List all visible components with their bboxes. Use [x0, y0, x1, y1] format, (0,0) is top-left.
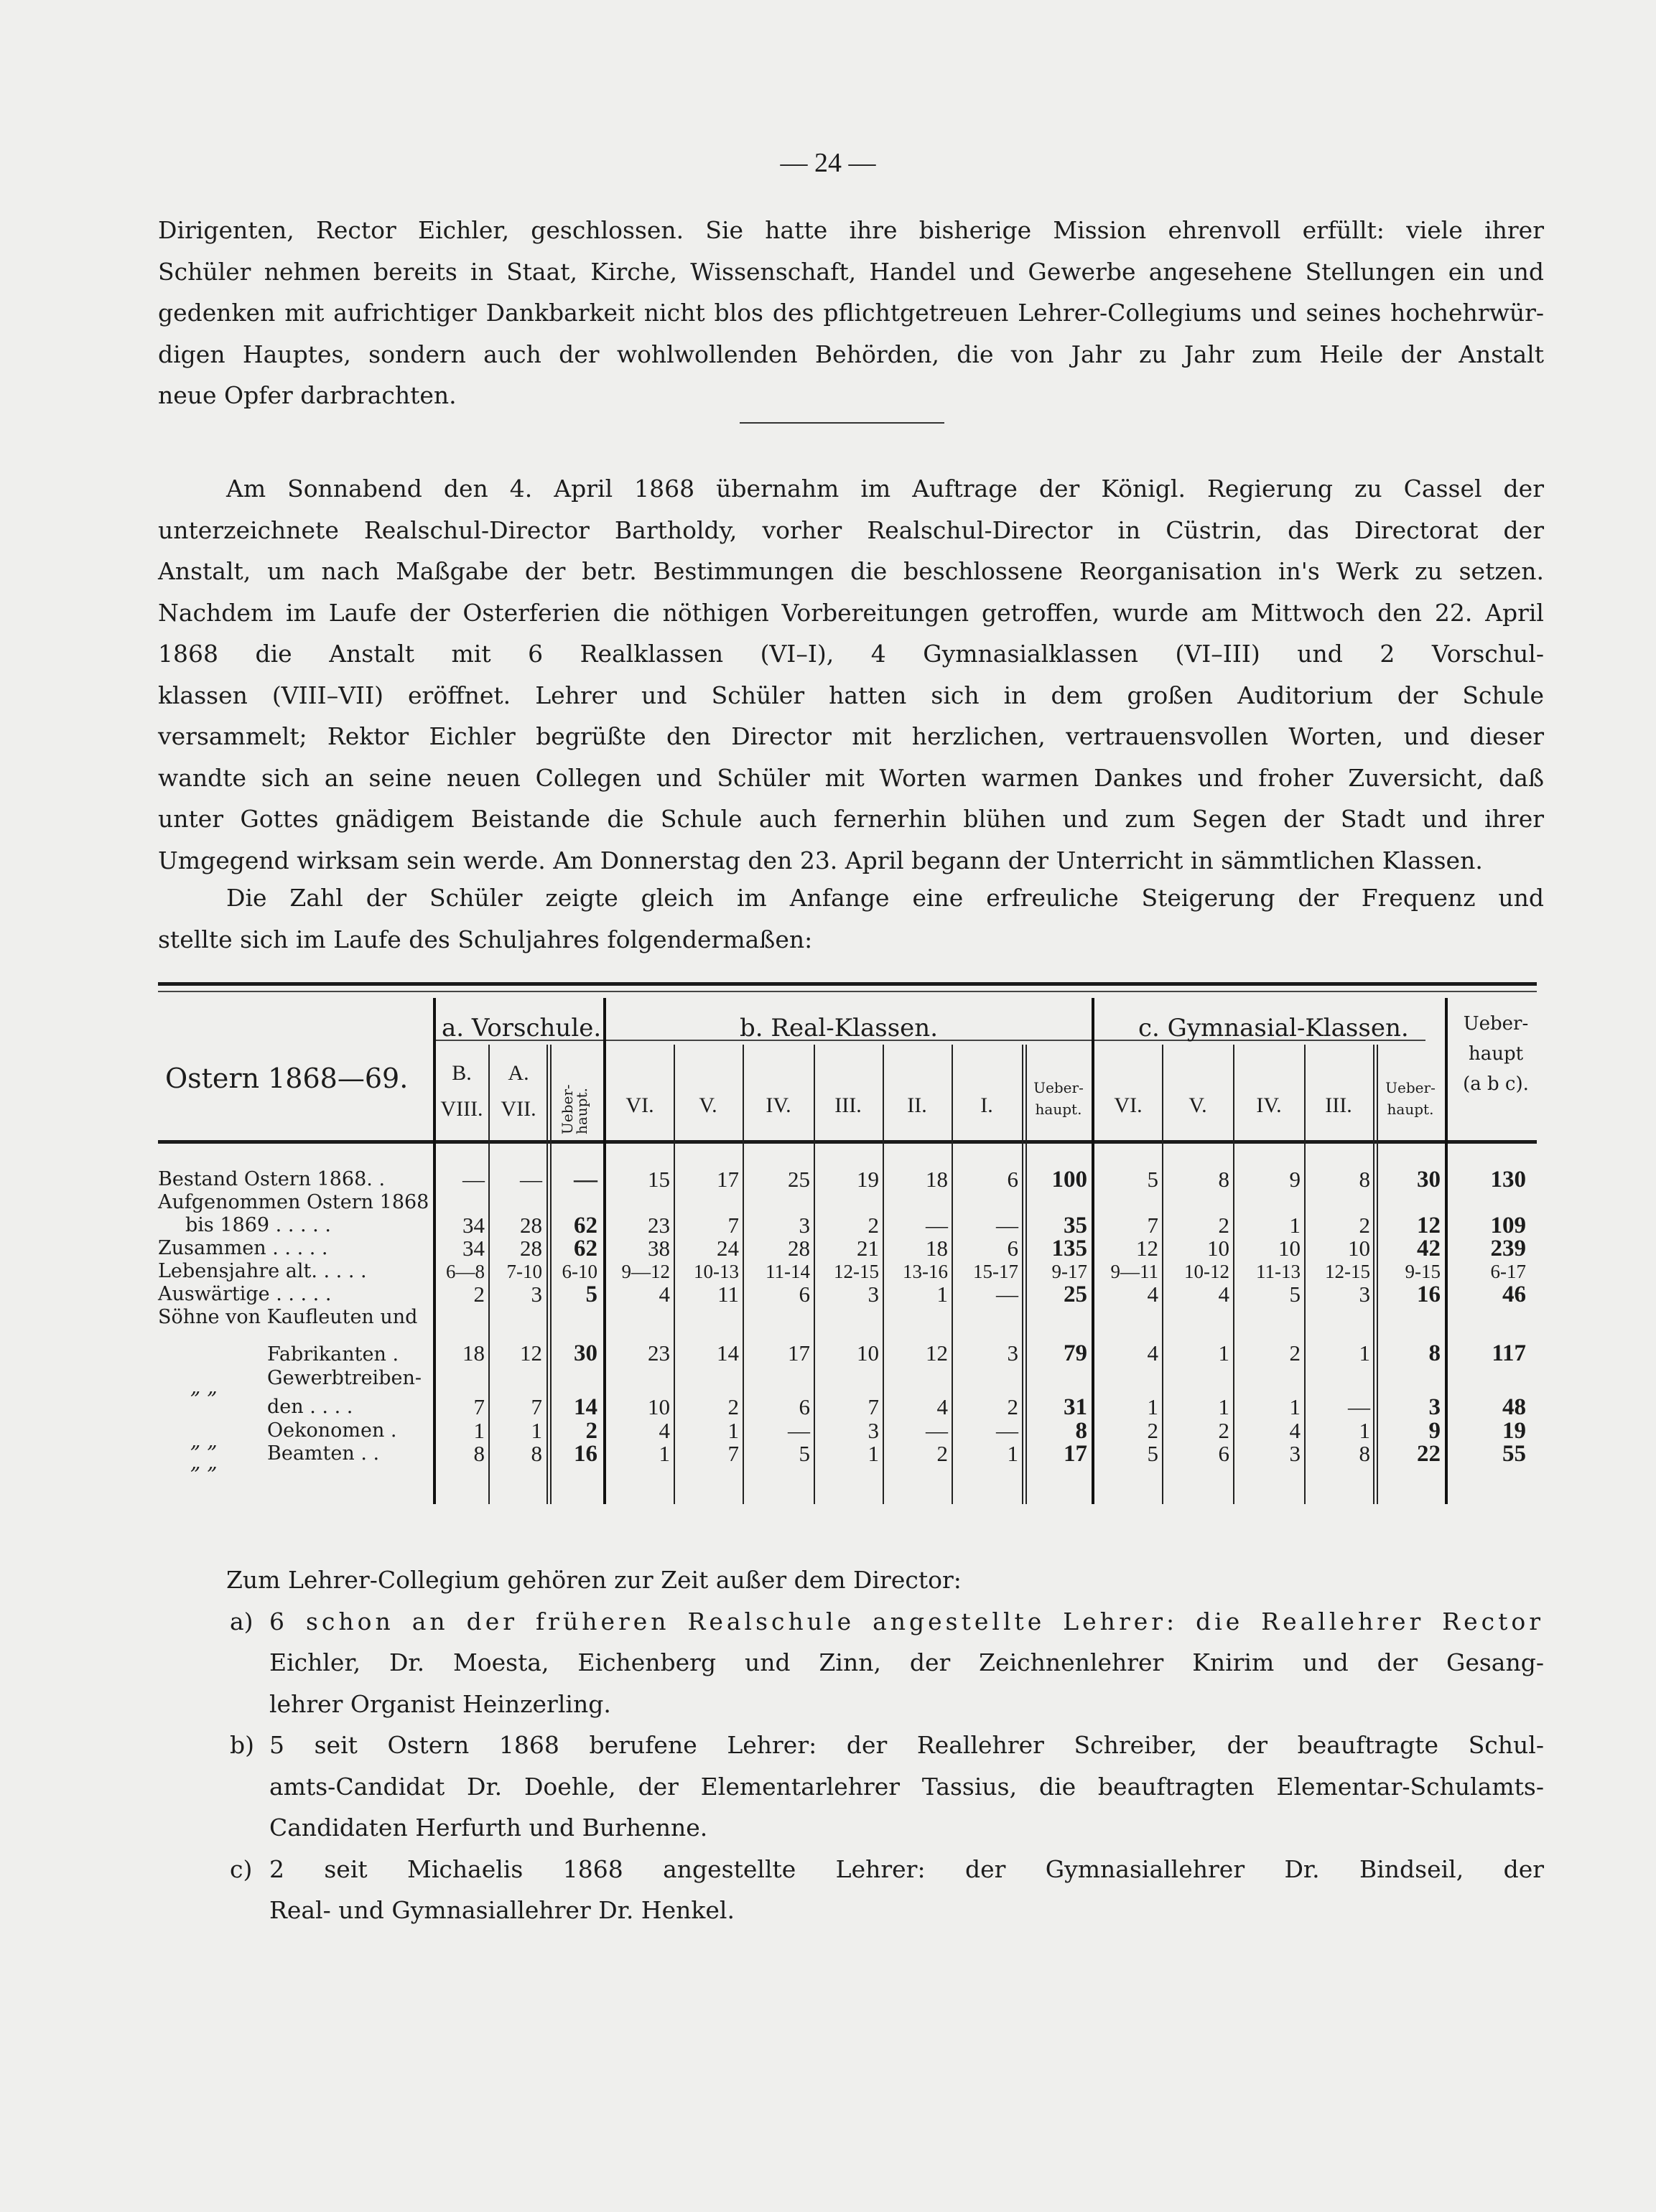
text-line: 1868 die Anstalt mit 6 Realklassen (VI–I), 4 Gymnasialklassen (VI–III) und 2 Vorschul- [158, 640, 1544, 668]
col-divider [603, 998, 606, 1504]
group-header-total [1456, 1009, 1535, 1099]
ditto-mark: „ „ [190, 1450, 218, 1474]
text-line: versammelt; Rektor Eichler begrüßte den Director mit herzlichen, vertrauensvollen Worten, und dieser [158, 722, 1544, 750]
table-cell: 4 [659, 1282, 670, 1307]
text-line: Dirigenten, Rector Eichler, geschlossen. Sie hatte ihre bisherige Mission ehrenvoll erfüllt: viele ihrer [158, 216, 1544, 244]
table-cell: — [1348, 1394, 1370, 1419]
table-cell: 34 [462, 1213, 485, 1238]
text-line: Umgegend wirksam sein werde. Am Donnerstag den 23. April begann der Unterricht in sämmtlichen Klassen. [158, 846, 1483, 874]
col-divider [1092, 998, 1094, 1504]
table-cell: 35 [1064, 1213, 1087, 1238]
row-label-kaufleute: Söhne von Kaufleuten und [158, 1306, 418, 1328]
table-cell: 7 [727, 1213, 739, 1238]
table-cell: — [926, 1418, 948, 1443]
table-cell: 17 [717, 1167, 739, 1192]
table-cell: 5 [585, 1282, 597, 1307]
table-cell: 6—8 [446, 1261, 485, 1282]
table-cell: 135 [1051, 1236, 1087, 1261]
table-cell: 8 [1428, 1340, 1441, 1366]
table-cell: 1 [1218, 1340, 1229, 1366]
table-cell: — [996, 1282, 1018, 1307]
table-cell: 6 [799, 1282, 810, 1307]
table-cell: 12 [926, 1340, 948, 1366]
table-cell: 12 [1136, 1236, 1158, 1261]
col-header-line: Ueber- [1033, 1079, 1084, 1096]
table-cell: 2 [867, 1213, 879, 1238]
table-cell: 10-13 [694, 1261, 739, 1282]
col-header-gym-iv: IV. [1256, 1093, 1282, 1117]
table-cell: 12-15 [1325, 1261, 1370, 1282]
col-header-real-vi: VI. [625, 1093, 654, 1117]
row-label-auswaertige: Auswärtige . . . . . [158, 1283, 332, 1305]
table-cell: 4 [936, 1394, 948, 1419]
text-line: Eichler, Dr. Moesta, Eichenberg und Zinn, der Zeichnenlehrer Knirim und der Gesang- [269, 1648, 1544, 1676]
table-cell: 42 [1417, 1236, 1441, 1261]
table-cell: 8 [1359, 1167, 1370, 1192]
table-cell: — [926, 1213, 948, 1238]
row-label-beamten: Beamten . . [267, 1442, 380, 1465]
table-intro-paragraph [158, 877, 1544, 960]
staff-item-c [158, 1849, 1544, 1931]
table-cell: 3 [1289, 1441, 1301, 1466]
table-cell: 7 [473, 1394, 485, 1419]
table-cell: 3 [1359, 1282, 1370, 1307]
table-cell: 6-10 [562, 1261, 597, 1282]
table-cell: 100 [1051, 1167, 1087, 1193]
table-cell: 7 [727, 1441, 739, 1466]
table-cell: 22 [1417, 1441, 1441, 1467]
col-header-line: haupt. [1035, 1101, 1082, 1118]
text-line: Am Sonnabend den 4. April 1868 übernahm im Auftrage der Königl. Regierung zu Cassel der [226, 475, 1544, 503]
table-cell: 12-15 [834, 1261, 879, 1282]
col-header-real-iv: IV. [766, 1093, 791, 1117]
row-label-lebensjahre: Lebensjahre alt. . . . . [158, 1260, 367, 1282]
text-line: unter Gottes gnädigem Beistande die Schule auch fernerhin blühen und zum Segen der Stadt und ihrer [158, 805, 1544, 833]
section-separator [740, 422, 944, 424]
table-cell: 3 [1007, 1340, 1018, 1366]
table-cell: 19 [857, 1167, 879, 1192]
total-header-line: (a b c). [1463, 1073, 1529, 1095]
table-cell: 8 [473, 1441, 485, 1466]
col-divider [546, 1045, 548, 1504]
col-header-line: Ueber- [1385, 1079, 1436, 1096]
col-divider [1373, 1045, 1374, 1504]
col-divider [433, 998, 436, 1504]
table-cell: 25 [788, 1167, 810, 1192]
row-label-oekonomen: Oekonomen . [267, 1419, 397, 1442]
table-cell: 8 [1075, 1418, 1087, 1444]
table-cell: 10-12 [1184, 1261, 1229, 1282]
ditto-mark: „ „ [190, 1429, 218, 1452]
table-cell: 15 [648, 1167, 670, 1192]
col-divider [1445, 998, 1448, 1504]
table-cell: 18 [462, 1340, 485, 1366]
table-cell: 6 [1007, 1236, 1018, 1261]
text-line: digen Hauptes, sondern auch der wohlwollenden Behörden, die von Jahr zu Jahr zum Heile der Anstalt [158, 340, 1544, 368]
list-marker: c) [230, 1854, 253, 1883]
table-cell: 3 [799, 1213, 810, 1238]
table-cell: 2 [1218, 1418, 1229, 1443]
table-cell: 30 [574, 1340, 597, 1366]
table-cell: 28 [520, 1236, 542, 1261]
table-cell: 5 [799, 1441, 810, 1466]
table-cell: 16 [1417, 1282, 1441, 1307]
table-cell: 28 [788, 1236, 810, 1261]
table-cell: 7 [531, 1394, 542, 1419]
total-header-line: Ueber- [1463, 1013, 1529, 1035]
table-cell: — [996, 1213, 1018, 1238]
row-label-aufgenommen: Aufgenommen Ostern 1868 [158, 1191, 429, 1213]
table-cell: 1 [1359, 1340, 1370, 1366]
table-cell: 130 [1490, 1167, 1526, 1193]
table-corner-label: Ostern 1868—69. [165, 1063, 409, 1094]
enrollment-table [158, 976, 1537, 1529]
text-line: 2 seit Michaelis 1868 angestellte Lehrer: der Gymnasiallehrer Dr. Bindseil, der [269, 1854, 1544, 1883]
table-cell: 1 [1147, 1394, 1158, 1419]
group-header-real: b. Real-Klassen. [740, 1014, 939, 1042]
table-cell: 21 [857, 1236, 879, 1261]
col-header-real-ii: II. [907, 1093, 927, 1117]
list-marker: b) [230, 1731, 254, 1759]
table-cell: 12 [520, 1340, 542, 1366]
table-cell: 34 [462, 1236, 485, 1261]
table-cell: 4 [1147, 1340, 1158, 1366]
table-cell: 9—11 [1110, 1261, 1158, 1282]
table-cell: 3 [867, 1418, 879, 1443]
table-cell: 11 [717, 1282, 739, 1307]
table-cell: 10 [857, 1340, 879, 1366]
table-cell: 10 [1207, 1236, 1229, 1261]
table-cell: 8 [1359, 1441, 1370, 1466]
table-cell: 9-17 [1051, 1261, 1087, 1282]
col-header-vii [491, 1055, 546, 1127]
table-cell: 1 [1007, 1441, 1018, 1466]
table-cell: 11-13 [1256, 1261, 1301, 1282]
staff-item-a [158, 1601, 1544, 1725]
text-line: stellte sich im Laufe des Schuljahres folgendermaßen: [158, 925, 813, 953]
intro-paragraph [158, 210, 1544, 416]
col-header-bottom: VII. [501, 1097, 536, 1121]
table-cell: 1 [473, 1418, 485, 1443]
table-cell: 17 [788, 1340, 810, 1366]
table-cell: 62 [574, 1236, 597, 1261]
table-cell: 14 [574, 1394, 597, 1420]
staff-intro: Zum Lehrer-Collegium gehören zur Zeit außer dem Director: [226, 1566, 962, 1594]
table-cell: 48 [1502, 1394, 1526, 1420]
text-line: 6 schon an der früheren Realschule angestellte Lehrer: die Reallehrer Rector [269, 1607, 1544, 1635]
group-header-vorschule: a. Vorschule. [442, 1014, 602, 1042]
table-cell: 16 [574, 1441, 597, 1467]
table-cell: 1 [1289, 1394, 1301, 1419]
table-cell: 1 [936, 1282, 948, 1307]
table-cell: 9 [1428, 1418, 1441, 1444]
table-cell: 13-16 [903, 1261, 948, 1282]
table-cell: 3 [1428, 1394, 1441, 1420]
table-cell: 18 [926, 1167, 948, 1192]
table-cell: 5 [1289, 1282, 1301, 1307]
table-cell: 28 [520, 1213, 542, 1238]
table-cell: 1 [867, 1441, 879, 1466]
text-line: Schüler nehmen bereits in Staat, Kirche, Wissenschaft, Handel und Gewerbe angesehene Stellungen ein und [158, 257, 1544, 286]
table-cell: 2 [1218, 1213, 1229, 1238]
col-header-bottom: VIII. [440, 1097, 483, 1121]
ditto-mark: „ „ [190, 1375, 218, 1399]
table-cell: 7 [1147, 1213, 1158, 1238]
table-cell: 38 [648, 1236, 670, 1261]
total-header-line: haupt [1468, 1043, 1524, 1065]
table-cell: — [996, 1418, 1018, 1443]
table-cell: 12 [1417, 1213, 1441, 1238]
table-cell: 18 [926, 1236, 948, 1261]
table-cell: 9-15 [1405, 1261, 1441, 1282]
main-paragraph [158, 468, 1544, 881]
table-cell: 55 [1502, 1441, 1526, 1467]
table-cell: 19 [1502, 1418, 1526, 1444]
table-cell: 1 [1218, 1394, 1229, 1419]
table-cell: 9 [1289, 1167, 1301, 1192]
table-cell: 1 [1289, 1213, 1301, 1238]
text-line: klassen (VIII–VII) eröffnet. Lehrer und Schüler hatten sich in dem großen Auditorium der Schule [158, 681, 1544, 709]
table-cell: — [520, 1167, 542, 1192]
table-cell: 7-10 [506, 1261, 542, 1282]
text-line: 5 seit Ostern 1868 berufene Lehrer: der Reallehrer Schreiber, der beauftragte Schul- [269, 1731, 1544, 1759]
table-cell: 2 [727, 1394, 739, 1419]
col-header-real-v: V. [699, 1093, 717, 1117]
group-header-gymnasial: c. Gymnasial-Klassen. [1138, 1014, 1409, 1042]
header-bottom-rule [158, 1140, 1537, 1144]
table-cell: 23 [648, 1340, 670, 1366]
table-cell: 6 [1007, 1167, 1018, 1192]
col-header-top: A. [508, 1061, 529, 1085]
col-header-gym-vi: VI. [1114, 1093, 1143, 1117]
table-cell: 1 [1359, 1418, 1370, 1443]
table-cell: 1 [727, 1418, 739, 1443]
table-cell: 2 [473, 1282, 485, 1307]
row-label-gewerb: Gewerbtreiben- [267, 1367, 422, 1389]
table-cell: 23 [648, 1213, 670, 1238]
table-cell: 10 [1278, 1236, 1301, 1261]
table-cell: 5 [1147, 1167, 1158, 1192]
table-cell: 6 [799, 1394, 810, 1419]
table-cell: 2 [1007, 1394, 1018, 1419]
text-line: neue Opfer darbrachten. [158, 381, 457, 409]
text-line: unterzeichnete Realschul-Director Bartholdy, vorher Realschul-Director in Cüstrin, das Directorat der [158, 515, 1544, 544]
staff-item-b [158, 1725, 1544, 1849]
table-cell: 24 [717, 1236, 739, 1261]
table-cell: 2 [1289, 1340, 1301, 1366]
table-cell: 109 [1490, 1213, 1526, 1238]
table-cell: 5 [1147, 1441, 1158, 1466]
table-cell: 25 [1064, 1282, 1087, 1307]
table-cell: 3 [867, 1282, 879, 1307]
col-header-real-i: I. [980, 1093, 993, 1117]
table-top-rule [158, 982, 1537, 986]
col-header-gym-v: V. [1188, 1093, 1207, 1117]
row-label-kaufleute-2: Fabrikanten . [267, 1343, 399, 1366]
text-line: wandte sich an seine neuen Collegen und Schüler mit Worten warmen Dankes und froher Zuversicht, daß [158, 763, 1544, 792]
row-label-zusammen: Zusammen . . . . . [158, 1237, 328, 1259]
row-label-bestand: Bestand Ostern 1868. . [158, 1168, 386, 1190]
col-divider [1022, 1045, 1023, 1504]
col-header-gym-total [1378, 1077, 1443, 1120]
table-cell: 30 [1417, 1167, 1441, 1193]
table-cell: 10 [648, 1394, 670, 1419]
col-header-real-iii: III. [834, 1093, 862, 1117]
table-cell: 46 [1502, 1282, 1526, 1307]
col-header-gym-iii: III. [1325, 1093, 1352, 1117]
list-marker: a) [230, 1607, 253, 1635]
table-cell: 4 [659, 1418, 670, 1443]
text-line: lehrer Organist Heinzerling. [269, 1689, 611, 1718]
text-line: amts-Candidat Dr. Doehle, der Elementarlehrer Tassius, die beauftragten Elementar-Schulamts- [269, 1772, 1544, 1801]
row-label-gewerb-2: den . . . . [267, 1396, 353, 1418]
table-cell: 31 [1064, 1394, 1087, 1420]
text-line: gedenken mit aufrichtiger Dankbarkeit nicht blos des pflichtgetreuen Lehrer-Collegiums und seines hochehrwür- [158, 299, 1544, 327]
table-cell: 2 [585, 1418, 597, 1444]
table-cell: 117 [1492, 1340, 1526, 1366]
table-cell: 14 [717, 1340, 739, 1366]
table-cell: — [788, 1418, 810, 1443]
table-cell: 15-17 [973, 1261, 1018, 1282]
col-divider [488, 1045, 490, 1504]
table-cell: 1 [531, 1418, 542, 1443]
table-cell: 239 [1490, 1236, 1526, 1261]
col-header-top: B. [452, 1061, 472, 1085]
table-cell: 8 [1218, 1167, 1229, 1192]
table-cell: 2 [1147, 1418, 1158, 1443]
text-line: Anstalt, um nach Maßgabe der betr. Bestimmungen die beschlossene Reorganisation in's Werk zu setzen. [158, 557, 1544, 585]
text-line: Real- und Gymnasiallehrer Dr. Henkel. [269, 1896, 735, 1924]
table-cell: 17 [1064, 1441, 1087, 1467]
table-cell: 9—12 [621, 1261, 670, 1282]
col-header-line: haupt. [1387, 1101, 1434, 1118]
text-line: Die Zahl der Schüler zeigte gleich im Anfange eine erfreuliche Steigerung der Frequenz und [226, 884, 1544, 912]
table-cell: 2 [1359, 1213, 1370, 1238]
col-header-vorschule-total: Ueber-haupt. [559, 1084, 590, 1134]
table-cell: — [462, 1167, 485, 1192]
table-cell: 4 [1147, 1282, 1158, 1307]
staff-section [158, 1559, 1544, 1931]
table-cell: 62 [574, 1213, 597, 1238]
table-cell: 4 [1289, 1418, 1301, 1443]
row-label-aufgenommen-2: bis 1869 . . . . . [185, 1214, 331, 1236]
table-cell: 7 [867, 1394, 879, 1419]
text-line: Candidaten Herfurth und Burhenne. [269, 1814, 708, 1842]
table-top-rule-thin [158, 991, 1537, 992]
table-cell: — [574, 1167, 597, 1193]
page-number: — 24 — [780, 148, 876, 178]
table-cell: 3 [531, 1282, 542, 1307]
table-cell: 1 [659, 1441, 670, 1466]
col-header-viii [437, 1055, 487, 1127]
table-cell: 6 [1218, 1441, 1229, 1466]
table-cell: 10 [1348, 1236, 1370, 1261]
table-cell: 79 [1064, 1340, 1087, 1366]
table-cell: 4 [1218, 1282, 1229, 1307]
table-cell: 8 [531, 1441, 542, 1466]
text-line: Nachdem im Laufe der Osterferien die nöthigen Vorbereitungen getroffen, wurde am Mittwoch den 22. April [158, 598, 1544, 627]
table-cell: 6-17 [1490, 1261, 1526, 1282]
table-cell: 11-14 [766, 1261, 810, 1282]
table-cell: 2 [936, 1441, 948, 1466]
col-header-real-total [1027, 1077, 1090, 1120]
